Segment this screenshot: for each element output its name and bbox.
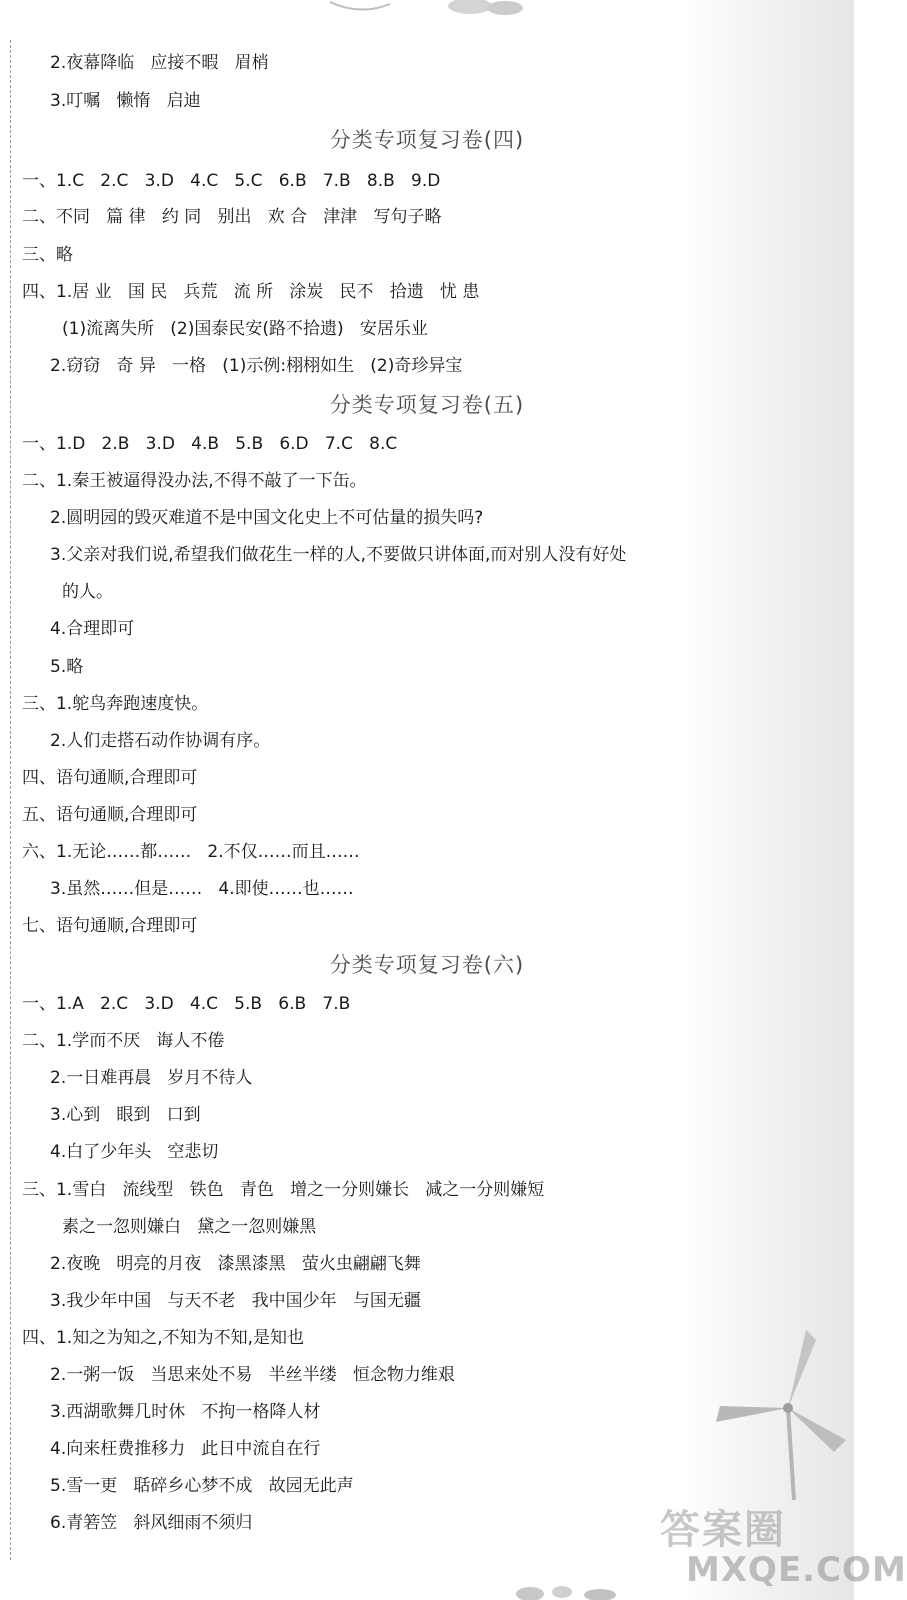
answer-line: 3.父亲对我们说,希望我们做花生一样的人,不要做只讲体面,而对别人没有好处 (50, 545, 627, 565)
answer-line: 七、语句通顺,合理即可 (22, 916, 198, 936)
watermark-logo (660, 1498, 907, 1593)
answer-line: 四、1.知之为知之,不知为不知,是知也 (22, 1328, 305, 1348)
answer-line: 一、1.C 2.C 3.D 4.C 5.C 6.B 7.B 8.B 9.D (22, 171, 441, 191)
section-title: 分类专项复习卷(四) (329, 128, 525, 152)
answer-line: 2.夜幕降临 应接不暇 眉梢 (50, 53, 269, 73)
answer-line: 二、1.秦王被逼得没办法,不得不敲了一下缶。 (22, 471, 367, 491)
answer-line: 四、语句通顺,合理即可 (22, 768, 198, 788)
answer-line: 五、语句通顺,合理即可 (22, 805, 198, 825)
answer-line: 3.叮嘱 懒惰 启迪 (50, 91, 201, 111)
answer-line: 2.一日难再晨 岁月不待人 (50, 1068, 253, 1088)
section-title: 分类专项复习卷(六) (329, 953, 525, 977)
answer-line: 2.一粥一饭 当思来处不易 半丝半缕 恒念物力维艰 (50, 1365, 455, 1385)
watermark-top-text: 答案圈 (660, 1506, 786, 1553)
answer-line: 4.白了少年头 空悲切 (50, 1142, 219, 1162)
answer-line: 一、1.A 2.C 3.D 4.C 5.B 6.B 7.B (22, 994, 351, 1014)
top-decoration-icon (320, 0, 540, 18)
bottom-decoration-icon (500, 1580, 640, 1600)
answer-line: 三、略 (22, 245, 73, 265)
answer-line: 4.向来枉费推移力 此日中流自在行 (50, 1439, 321, 1459)
answer-line: 5.雪一更 聒碎乡心梦不成 故园无此声 (50, 1476, 354, 1496)
section-title: 分类专项复习卷(五) (329, 393, 525, 417)
left-dashed-rule (10, 40, 11, 1560)
answer-line: (1)流离失所 (2)国泰民安(路不拾遗) 安居乐业 (62, 319, 428, 339)
answer-line: 三、1.鸵鸟奔跑速度快。 (22, 694, 209, 714)
answer-line: 的人。 (62, 582, 113, 602)
answer-line: 5.略 (50, 657, 84, 677)
answer-line: 4.合理即可 (50, 619, 135, 639)
answer-line: 二、不同 篇 律 约 同 别出 欢 合 津津 写句子略 (22, 207, 442, 227)
answer-line: 2.人们走搭石动作协调有序。 (50, 731, 271, 751)
answer-line: 2.夜晚 明亮的月夜 漆黑漆黑 萤火虫翩翩飞舞 (50, 1254, 421, 1274)
answer-line: 三、1.雪白 流线型 铁色 青色 增之一分则嫌长 减之一分则嫌短 (22, 1180, 545, 1200)
answer-line: 素之一忽则嫌白 黛之一忽则嫌黑 (62, 1217, 317, 1237)
answer-line: 四、1.居 业 国 民 兵荒 流 所 涂炭 民不 拾遗 忧 患 (22, 282, 480, 302)
answer-line: 二、1.学而不厌 诲人不倦 (22, 1031, 225, 1051)
answer-line: 3.西湖歌舞几时休 不拘一格降人材 (50, 1402, 321, 1422)
windmill-icon (716, 1330, 846, 1500)
answer-line: 6.青箬笠 斜风细雨不须归 (50, 1513, 253, 1533)
answer-line: 六、1.无论……都…… 2.不仅……而且…… (22, 842, 360, 862)
answer-line: 3.虽然……但是…… 4.即使……也…… (50, 879, 354, 899)
watermark-bottom-text: MXQE.COM (686, 1550, 907, 1590)
answer-line: 3.我少年中国 与天不老 我中国少年 与国无疆 (50, 1291, 421, 1311)
answer-line: 2.圆明园的毁灭难道不是中国文化史上不可估量的损失吗? (50, 508, 484, 528)
answer-line: 3.心到 眼到 口到 (50, 1105, 201, 1125)
answer-line: 一、1.D 2.B 3.D 4.B 5.B 6.D 7.C 8.C (22, 434, 398, 454)
answer-line: 2.窃窃 奇 异 一格 (1)示例:栩栩如生 (2)奇珍异宝 (50, 356, 463, 376)
